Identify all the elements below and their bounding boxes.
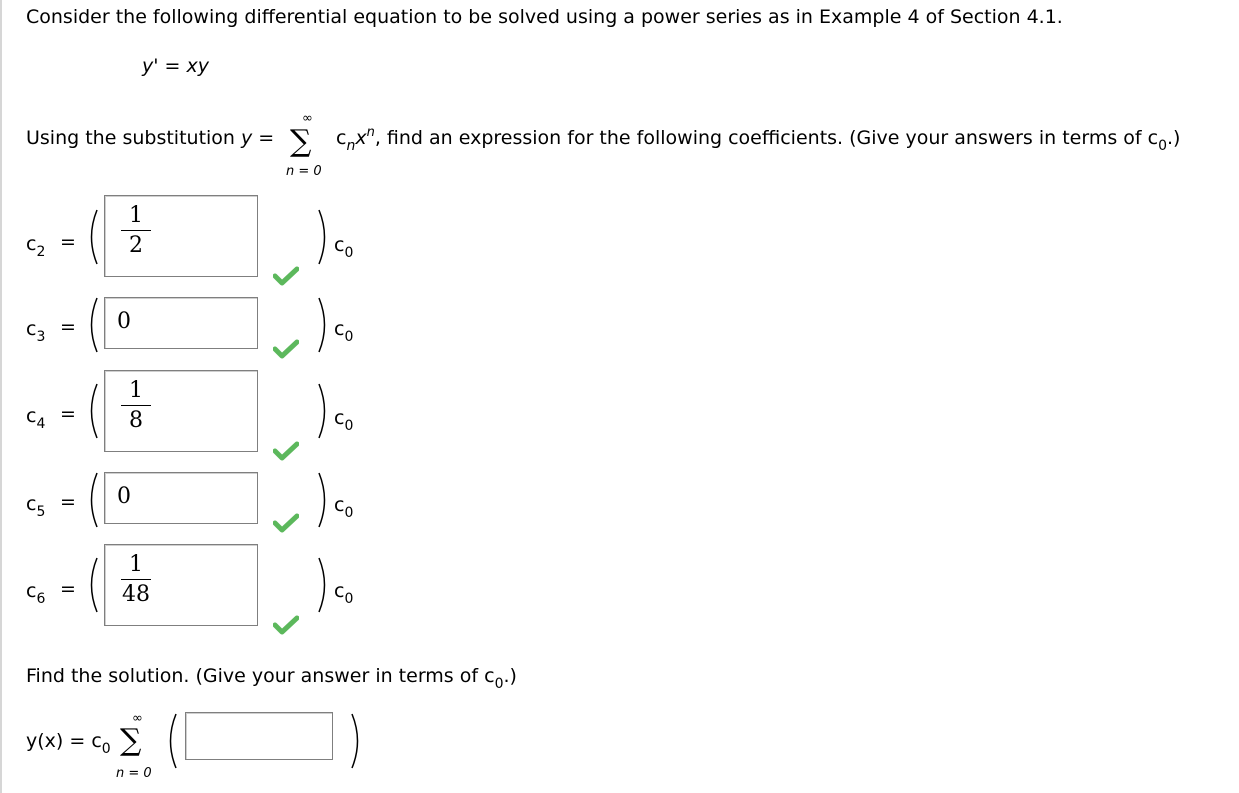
left-paren: [84, 296, 100, 354]
sum-symbol: ∑: [120, 723, 142, 758]
sum-upper-limit: ∞: [132, 711, 143, 726]
answer-box-c3[interactable]: [104, 297, 258, 349]
answer-box-c5[interactable]: [104, 472, 258, 524]
substitution-line: [26, 127, 274, 149]
answer-value: 0: [117, 309, 131, 334]
equals-sign: =: [60, 491, 76, 513]
right-paren: [316, 208, 332, 266]
right-paren: [316, 296, 332, 354]
answer-box-c4[interactable]: [104, 370, 258, 452]
equals-sign: =: [60, 316, 76, 338]
left-paren: [84, 382, 100, 440]
coef-label: $c_2$: [26, 233, 46, 260]
factor-c0: $c_0$: [334, 407, 354, 434]
sum-symbol: ∑: [290, 124, 312, 159]
fraction: 1 8: [119, 377, 153, 434]
substitution-end: .): [1167, 127, 1181, 149]
left-paren: [84, 556, 100, 614]
left-paren: [84, 471, 100, 529]
coef-label: $c_6$: [26, 580, 46, 607]
left-paren: [84, 208, 100, 266]
fraction: 1 48: [122, 552, 150, 607]
substitution-equals: =: [252, 127, 275, 149]
right-paren: [316, 382, 332, 440]
equals-sign: =: [60, 403, 76, 425]
coef-label: $c_3$: [26, 318, 46, 345]
right-paren: [316, 556, 332, 614]
check-icon: [273, 615, 299, 635]
coef-label: $c_5$: [26, 493, 46, 520]
answer-value: 0: [117, 484, 131, 509]
sum-upper-limit: ∞: [302, 111, 313, 126]
term-x: x: [355, 127, 367, 149]
differential-equation: y' = xy: [142, 55, 209, 77]
factor-c0: $c_0$: [334, 318, 354, 345]
c0-sub: 0: [1158, 138, 1167, 154]
factor-c0: $c_0$: [334, 234, 354, 261]
answer-box-c6[interactable]: [104, 544, 258, 626]
c0-c: c: [1147, 127, 1159, 149]
term-sub: n: [346, 138, 356, 154]
substitution-suffix: , find an expression for the following coefficients. (Give your answers in terms of: [374, 127, 1148, 149]
equals-sign: =: [60, 578, 76, 600]
term-c: c: [336, 127, 347, 149]
left-border: [0, 0, 2, 793]
solution-prompt: Find the solution. (Give your answer in terms of $c_0$.): [26, 665, 517, 692]
fraction: 1 2: [119, 202, 153, 259]
left-paren: [163, 712, 179, 770]
equals-sign: =: [60, 231, 76, 253]
right-paren: [316, 471, 332, 529]
check-icon: [273, 339, 299, 359]
term-sup: n: [366, 125, 375, 140]
check-icon: [273, 513, 299, 533]
substitution-prefix: Using the substitution: [26, 127, 242, 149]
question-intro: Consider the following differential equation to be solved using a power series as in Example 4 of Section 4.1.: [26, 6, 1063, 28]
factor-c0: $c_0$: [334, 494, 354, 521]
answer-box-c2[interactable]: [104, 195, 258, 277]
factor-c0: $c_0$: [334, 580, 354, 607]
check-icon: [273, 266, 299, 286]
coef-label: $c_4$: [26, 405, 46, 432]
sum-lower-limit: n = 0: [286, 164, 322, 179]
substitution-y: y: [241, 127, 253, 149]
solution-answer-input[interactable]: [185, 712, 333, 760]
check-icon: [273, 441, 299, 461]
sum-lower-limit: n = 0: [116, 766, 152, 781]
substitution-rest: [336, 125, 1181, 154]
right-paren: [349, 712, 365, 770]
solution-lhs: $y(x) = c_0$: [26, 730, 111, 757]
